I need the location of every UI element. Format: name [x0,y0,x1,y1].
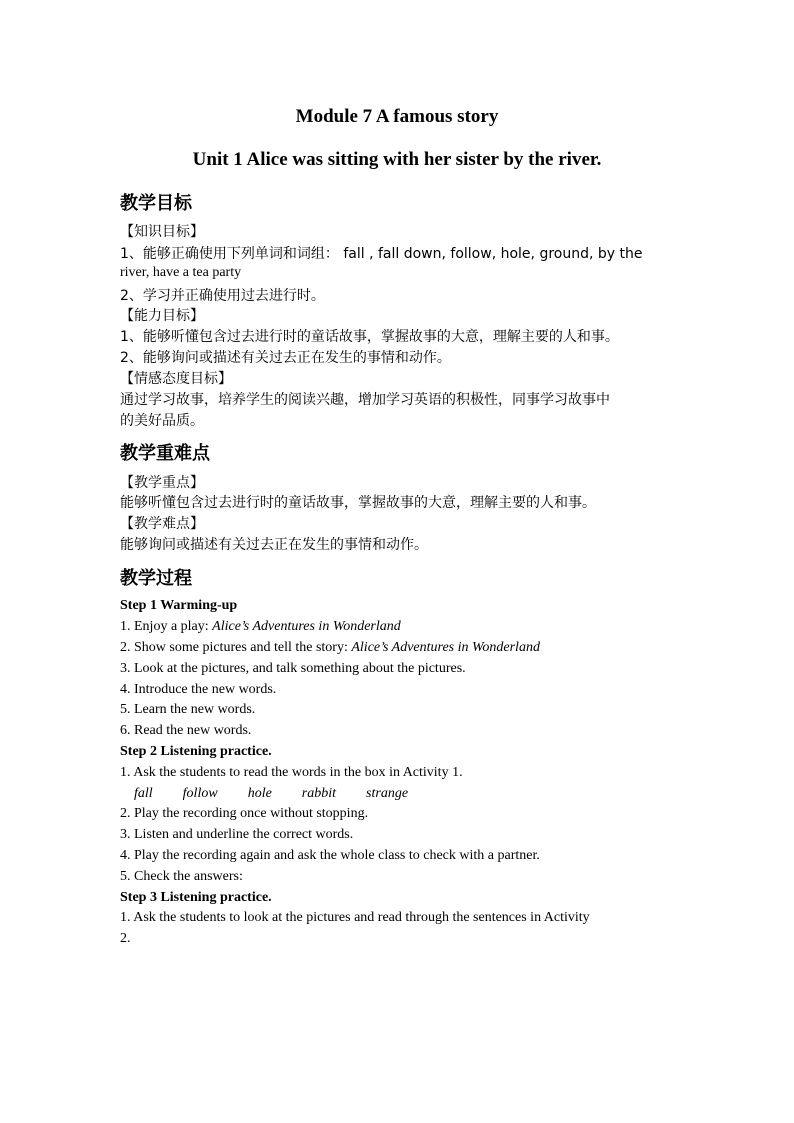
step-1-item-6: 6. Read the new words. [120,723,252,738]
step-1-item-3: 3. Look at the pictures, and talk something about the pictures. [120,661,466,676]
word-item: follow [182,786,218,801]
word-item: rabbit [301,786,337,801]
step-1-item-2 [120,640,540,656]
step-1-item-5: 5. Learn the new words. [120,702,256,717]
step-2-item-5: 5. Check the answers: [120,869,243,884]
ability-tag: 【能力目标】 [120,308,204,324]
knowledge-item-1-line-2: river, have a tea party [120,265,242,280]
page-title: Module 7 A famous story [295,106,499,127]
word-item: hole [247,786,272,801]
focus-text: 能够听懂包含过去进行时的童话故事，掌握故事的大意，理解主要的人和事。 [120,495,596,511]
step-3-item-1-line-1: 1. Ask the students to look at the pictures and read through the sentences in Activity [120,910,590,925]
step-2-item-2: 2. Play the recording once without stopping. [120,806,369,821]
difficulty-tag: 【教学难点】 [120,516,204,532]
step-3-item-1-line-2: 2. [120,931,131,946]
section-heading-objectives: 教学目标 [120,193,192,214]
word-item: strange [366,786,409,801]
knowledge-item-1-text: 1、能够正确使用下列单词和词组： fall , fall down, follow, hole, ground, by the [120,246,643,262]
emotion-line-1: 通过学习故事，培养学生的阅读兴趣，增加学习英语的积极性，同事学习故事中 [120,392,610,408]
section-heading-keypoints: 教学重难点 [120,443,210,464]
step-1-item-1-title: Alice’s Adventures in Wonderland [212,619,401,634]
emotion-line-2: 的美好品质。 [120,413,204,429]
step-1-item-2-title: Alice’s Adventures in Wonderland [351,640,540,655]
knowledge-item-2: 2、学习并正确使用过去进行时。 [120,288,325,304]
section-heading-process: 教学过程 [120,568,192,589]
page-subtitle: Unit 1 Alice was sitting with her sister by the river. [192,149,602,170]
word-item: fall [134,786,153,801]
emotion-tag: 【情感态度目标】 [120,371,232,387]
step-2-item-4: 4. Play the recording again and ask the whole class to check with a partner. [120,848,540,863]
step-2-title: Step 2 Listening practice. [120,744,272,759]
step-3-title: Step 3 Listening practice. [120,890,272,905]
step-1-item-2-text: 2. Show some pictures and tell the story: [120,640,352,655]
knowledge-item-1-line-1 [120,243,642,263]
difficulty-text: 能够询问或描述有关过去正在发生的事情和动作。 [120,537,428,553]
step-1-title: Step 1 Warming-up [120,598,238,613]
step-2-item-1: 1. Ask the students to read the words in the box in Activity 1. [120,765,463,780]
ability-item-2: 2、能够询问或描述有关过去正在发生的事情和动作。 [120,350,451,366]
focus-tag: 【教学重点】 [120,475,204,491]
knowledge-tag: 【知识目标】 [120,224,204,240]
step-1-item-4: 4. Introduce the new words. [120,682,277,697]
step-2-word-list [134,786,438,802]
step-2-item-3: 3. Listen and underline the correct words. [120,827,354,842]
step-1-item-1-text: 1. Enjoy a play: [120,619,213,634]
ability-item-1: 1、能够听懂包含过去进行时的童话故事，掌握故事的大意，理解主要的人和事。 [120,329,619,345]
step-1-item-1 [120,619,401,635]
